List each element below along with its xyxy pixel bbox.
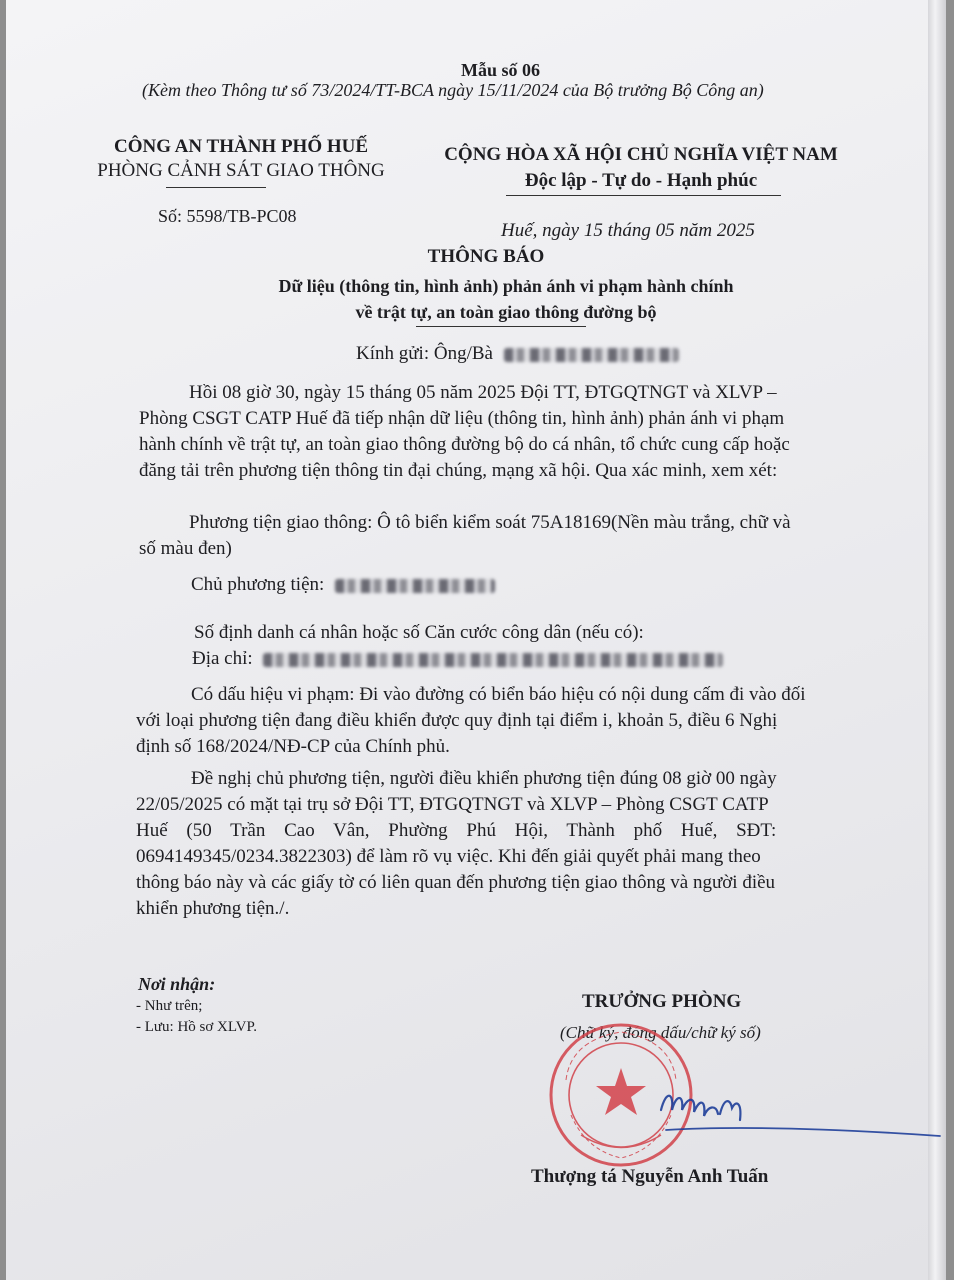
form-number: Mẫu số 06 xyxy=(461,60,541,80)
agency-line1: CÔNG AN THÀNH PHỐ HUẾ xyxy=(113,136,369,157)
form-reference: (Kèm theo Thông tư số 73/2024/TT-BCA ngày 15/11/2024 của Bộ trưởng Bộ Công an) xyxy=(142,80,764,100)
signature-note: (Chữ ký, đóng dấu/chữ ký số) xyxy=(560,1023,761,1042)
document-page xyxy=(6,0,946,1280)
address-label: Địa chỉ: xyxy=(192,648,253,669)
redacted-address xyxy=(263,653,723,667)
address-line xyxy=(192,648,723,670)
receiver-item-1: - Như trên; xyxy=(136,998,203,1014)
paragraph-request: Đề nghị chủ phương tiện, người điều khiển phương tiện đúng 08 giờ 00 ngày 22/05/2025 có mặt tại trụ sở Đội TT, ĐTGQTNGT và XLVP – Phòng CSGT CATP Huế (50 Trần Cao Vân, Phường Phú Hội, Thành phố Huế, SĐT: 0694149345/0234.3822303) để làm rõ vụ việc. Khi đến giải quyết phải mang theo thông báo này và các giấy tờ có liên quan đến phương tiện giao thông và người điều khiển phương tiện./. xyxy=(136,768,777,919)
signer-name: Thượng tá Nguyễn Anh Tuấn xyxy=(531,1166,769,1187)
receiver-item-2: - Lưu: Hồ sơ XLVP. xyxy=(136,1019,257,1035)
notice-subtitle-1: Dữ liệu (thông tin, hình ảnh) phản ánh vi phạm hành chính xyxy=(278,276,734,296)
notice-subtitle-2: về trật tự, an toàn giao thông đường bộ xyxy=(355,302,657,322)
owner-label: Chủ phương tiện: xyxy=(191,574,325,595)
owner-line xyxy=(191,574,495,596)
document-number: Số: 5598/TB-PC08 xyxy=(158,206,297,226)
paragraph-intro: Hồi 08 giờ 30, ngày 15 tháng 05 năm 2025 Đội TT, ĐTGQTNGT và XLVP – Phòng CSGT CATP Huế đã tiếp nhận dữ liệu (thông tin, hình ảnh) phản ánh vi phạm hành chính về trật tự, an toàn giao thông đường bộ do cá nhân, tổ chức cung cấp hoặc đăng tải trên phương tiện thông tin đại chúng, mạng xã hội. Qua xác minh, xem xét: xyxy=(139,382,790,481)
paragraph-vehicle: Phương tiện giao thông: Ô tô biển kiểm soát 75A18169(Nền màu trắng, chữ và số màu đen) xyxy=(139,512,791,559)
agency-line2: PHÒNG CẢNH SÁT GIAO THÔNG xyxy=(97,160,385,181)
notice-title: THÔNG BÁO xyxy=(427,246,545,267)
redacted-owner xyxy=(335,579,495,593)
motto-underline xyxy=(506,195,781,196)
agency-underline xyxy=(166,187,266,188)
handwritten-signature-icon xyxy=(646,1080,946,1150)
recipient-label: Kính gửi: Ông/Bà xyxy=(356,343,493,364)
signer-position: TRƯỞNG PHÒNG xyxy=(582,991,742,1012)
receivers-label: Nơi nhận: xyxy=(138,974,216,994)
national-title: CỘNG HÒA XÃ HỘI CHỦ NGHĨA VIỆT NAM xyxy=(444,144,838,165)
place-date: Huế, ngày 15 tháng 05 năm 2025 xyxy=(501,220,755,241)
id-line: Số định danh cá nhân hoặc số Căn cước công dân (nếu có): xyxy=(194,622,644,643)
redacted-recipient xyxy=(504,348,679,362)
national-motto: Độc lập - Tự do - Hạnh phúc xyxy=(524,170,758,191)
subtitle-underline xyxy=(416,326,586,327)
paragraph-violation: Có dấu hiệu vi phạm: Đi vào đường có biển báo hiệu có nội dung cấm đi vào đối với loại phương tiện đang điều khiển được quy định tại điểm i, khoản 5, điều 6 Nghị định số 168/2024/NĐ-CP của Chính phủ. xyxy=(136,684,806,757)
recipient-line xyxy=(356,343,679,365)
